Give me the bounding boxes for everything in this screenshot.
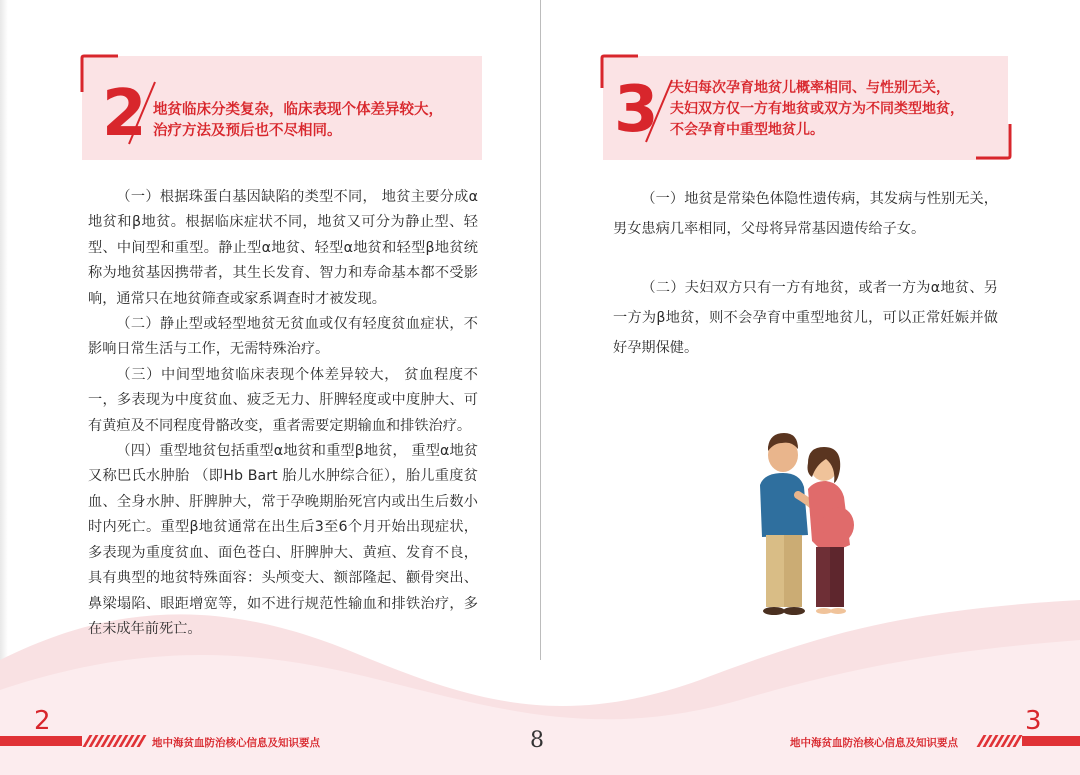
header-line: 夫妇双方仅一方有地贫或双方为不同类型地贫，	[670, 101, 964, 117]
header-line: 地贫临床分类复杂，临床表现个体差异较大，	[153, 102, 443, 118]
body-text-right	[613, 184, 998, 363]
footer-label: 地中海贫血防治核心信息及知识要点	[790, 737, 958, 749]
header-line: 夫妇每次孕育地贫儿概率相同、与性别无关，	[670, 80, 950, 96]
header-line: 治疗方法及预后也不尽相同。	[153, 123, 342, 139]
footer-hatch-decoration	[86, 735, 143, 747]
pregnant-couple-illustration	[738, 425, 868, 620]
body-text-left	[88, 185, 478, 642]
section-header-text	[153, 100, 483, 142]
page-number: 3	[1025, 706, 1042, 736]
paragraph: （二）夫妇双方只有一方有地贫，或者一方为α地贫、另一方为β地贫，则不会孕育中重型地贫儿，可以正常妊娠并做好孕期保健。	[613, 280, 998, 356]
paragraph: （一）地贫是常染色体隐性遗传病，其发病与性别无关， 男女患病几率相同，父母将异常基因遗传给子女。	[613, 191, 998, 237]
footer-hatch-decoration	[980, 735, 1019, 747]
page-number: 8	[530, 728, 544, 753]
section-number: 3	[614, 73, 659, 147]
paragraph: （二）静止型或轻型地贫无贫血或仅有轻度贫血症状，不影响日常生活与工作，无需特殊治疗。	[88, 316, 478, 358]
paragraph: （四）重型地贫包括重型α地贫和重型β地贫， 重型α地贫又称巴氏水肿胎 （即Hb Bart 胎儿水肿综合征），胎儿重度贫血、全身水肿、肝脾肿大，常于孕晚期胎死宫内或出生后数小时内死亡。重型β地贫通常在出生后3至6个月开始出现症状，多表现为重度贫血、面色苍白、肝脾肿大、黄疸、发育不良，具有典型的地贫特殊面容：头颅变大、额部隆起、颧骨突出、鼻梁塌陷、眼距增宽等，如不进行规范性输血和排铁治疗，多在未成年前死亡。	[88, 443, 478, 637]
section-header-text	[670, 78, 1015, 141]
paragraph: （一）根据珠蛋白基因缺陷的类型不同， 地贫主要分成α地贫和β地贫。根据临床症状不同，地贫又可分为静止型、轻型、中间型和重型。静止型α地贫、轻型α地贫和轻型β地贫统称为地贫基因携带者，其生长发育、智力和寿命基本都不受影响，通常只在地贫筛查或家系调查时才被发现。	[88, 189, 478, 307]
footer-label: 地中海贫血防治核心信息及知识要点	[152, 737, 320, 749]
paragraph: （三）中间型地贫临床表现个体差异较大， 贫血程度不一，多表现为中度贫血、疲乏无力、肝脾轻度或中度肿大、可有黄疸及不同程度骨骼改变，重者需要定期输血和排铁治疗。	[88, 366, 478, 434]
footer-bar	[0, 736, 82, 746]
footer-bar	[1022, 736, 1080, 746]
header-line: 不会孕育中重型地贫儿。	[670, 122, 824, 138]
section-number: 2	[102, 77, 147, 151]
page-number: 2	[34, 706, 51, 736]
